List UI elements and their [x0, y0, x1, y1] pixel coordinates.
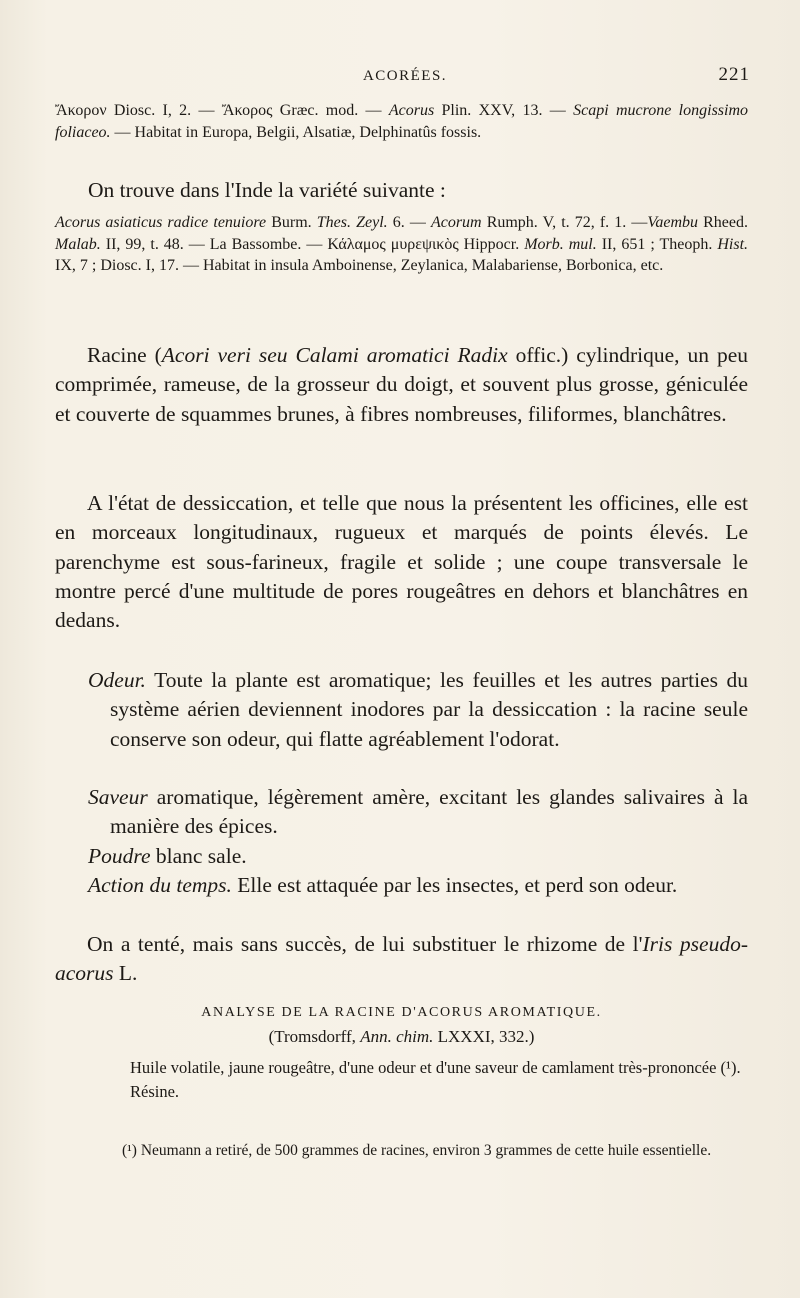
paragraph-poudre — [55, 842, 748, 871]
citation-text: II, 651 ; Theoph. — [596, 235, 718, 253]
latin-description: Scapi mucrone longissimo foliaceo. — [55, 102, 749, 141]
footnote: (¹) Neumann a retiré, de 500 grammes de racines, environ 3 grammes de cette huile essentielle. — [122, 1142, 712, 1159]
citation-text: Rumph. V, t. 72, f. 1. — — [481, 214, 648, 231]
section-label: Odeur. — [88, 668, 146, 692]
paragraph-action-du-temps — [55, 871, 748, 900]
running-head — [60, 64, 750, 90]
work-title: Malab. — [55, 235, 101, 253]
greek-name: Ἄκορος — [221, 102, 273, 119]
journal-title: Ann. chim. — [360, 1027, 434, 1046]
latin-name: Acorus asiaticus radice tenuiore — [55, 214, 267, 231]
vernacular-name: Vaembu — [647, 214, 699, 231]
text-run: offic.) cylindrique, un peu comprimée, rameuse, de la grosseur du doigt, et souvent plus grosse, géniculée et couverte de squammes brunes, à fibres nombreuses, filiformes, blanchâtres. — [55, 343, 748, 426]
citation-text: 6. — — [387, 214, 431, 231]
page-number: 221 — [718, 64, 750, 85]
work-title: Hist. — [717, 235, 749, 253]
citation-text: Burm. — [266, 214, 317, 231]
text-run: blanc sale. — [150, 844, 247, 868]
drug-name: Acori veri seu Calami aromatici Radix — [161, 343, 508, 367]
citation-text: Diosc. I, 2. — — [106, 102, 222, 119]
text-run: LXXXI, 332.) — [433, 1027, 535, 1046]
greek-name: Ἄκορον — [55, 102, 107, 119]
analysis-source — [55, 1027, 748, 1047]
section-label: Action du temps. — [88, 873, 232, 897]
analysis-title: ANALYSE DE LA RACINE D'ACORUS AROMATIQUE. — [201, 1005, 602, 1020]
latin-name: Acorus — [388, 102, 435, 119]
citation-text: Plin. XXV, 13. — — [434, 102, 574, 119]
text-run: On a tenté, mais sans succès, de lui substituer le rhizome de l' — [87, 932, 643, 956]
running-title: ACORÉES. — [362, 68, 448, 84]
synonyms-paragraph-2 — [55, 212, 748, 277]
citation-text: II, 99, t. 48. — La Bassombe. — Κάλαμος μυρεψικὸς Hippocr. — [100, 235, 525, 253]
text-run: L. — [113, 961, 138, 986]
variety-intro: On trouve dans l'Inde la variété suivante : — [88, 178, 446, 202]
citation-text: Græc. mod. — — [272, 102, 389, 119]
text-run: Racine ( — [87, 343, 162, 367]
section-label: Poudre — [88, 844, 151, 868]
synonyms-paragraph-1 — [55, 100, 748, 143]
habitat-text: IX, 7 ; Diosc. I, 17. — Habitat in insula Amboinense, Zeylanica, Malabariense, Borbonica, etc. — [55, 257, 664, 274]
work-title: Morb. mul. — [524, 235, 597, 253]
text-run: (Tromsdorff, — [268, 1027, 361, 1046]
paragraph-saveur — [55, 783, 748, 842]
latin-name: Acorum — [430, 214, 482, 231]
paragraph-dessiccation: A l'état de dessiccation, et telle que nous la présentent les officines, elle est en morceaux longitudinaux, rugueux et marqués de points élevés. Le parenchyme est sous-farineux, fragile et solide ; une coupe transversale le montre percé d'une multitude de pores rougeâtres en dehors et blanchâtres en dedans. — [55, 491, 748, 633]
list-item: Résine. — [130, 1082, 180, 1101]
citation-text: Rheed. — [698, 214, 749, 231]
text-run: Toute la plante est aromatique; les feuilles et les autres parties du système aérien deviennent inodores par la dessiccation : la racine seule conserve son odeur, qui flatte agréablement l'odorat. — [110, 668, 748, 751]
section-label: Saveur — [88, 785, 148, 809]
paragraph-racine — [55, 341, 748, 429]
paragraph-substitution — [55, 930, 748, 989]
habitat-text: — Habitat in Europa, Belgii, Alsatiæ, Delphinatûs fossis. — [110, 123, 482, 141]
paragraph-odeur — [55, 666, 748, 754]
analysis-list — [130, 1057, 750, 1105]
latin-name: Iris pseudo-acorus — [55, 932, 748, 986]
text-run: aromatique, légèrement amère, excitant les glandes salivaires à la manière des épices. — [110, 785, 748, 839]
work-title: Thes. Zeyl. — [316, 214, 388, 231]
text-run: Elle est attaquée par les insectes, et perd son odeur. — [231, 873, 678, 897]
list-item: Huile volatile, jaune rougeâtre, d'une odeur et d'une saveur de camlament très-prononcée (¹). — [130, 1058, 741, 1077]
